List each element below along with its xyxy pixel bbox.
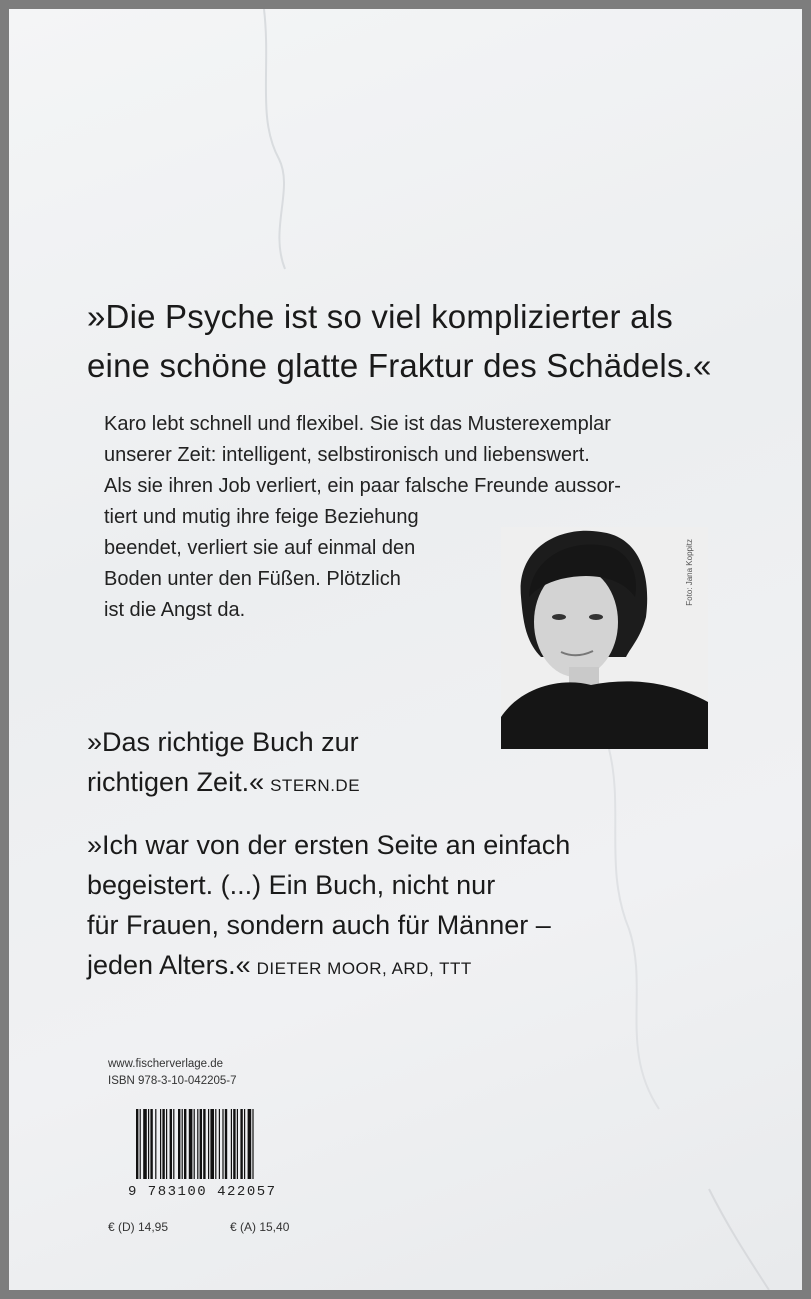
quote-source: STERN.DE — [270, 776, 361, 795]
quote-line: jeden Alters.« — [87, 950, 251, 980]
blurb-line: unserer Zeit: intelligent, selbstironisch und liebenswert. — [104, 444, 590, 466]
press-quote-1 — [87, 722, 360, 806]
blurb-line: ist die Angst da. — [104, 599, 246, 621]
quote-line: »Das richtige Buch zur — [87, 727, 359, 757]
quote-line: für Frauen, sondern auch für Männer – — [87, 910, 551, 940]
price-austria: € (A) 15,40 — [230, 1220, 290, 1234]
barcode — [128, 1109, 306, 1207]
photo-credit: Foto: Jana Koppitz — [685, 539, 694, 606]
headline-line-2: eine schöne glatte Fraktur des Schädels.« — [87, 347, 712, 384]
blurb-line: Als sie ihren Job verliert, ein paar falsche Freunde aussor- — [104, 475, 621, 497]
quote-line: richtigen Zeit.« — [87, 767, 265, 797]
blurb-line: Karo lebt schnell und flexibel. Sie ist das Musterexemplar — [104, 413, 611, 435]
blurb-line: beendet, verliert sie auf einmal den — [104, 537, 416, 559]
publisher-website: www.fischerverlage.de — [108, 1058, 224, 1070]
quote-source: DIETER MOOR, ARD, TTT — [256, 959, 472, 978]
barcode-bars — [128, 1109, 306, 1183]
author-photo — [501, 527, 708, 749]
headline-line-1: »Die Psyche ist so viel komplizierter als — [87, 298, 673, 335]
quote-line: begeistert. (...) Ein Buch, nicht nur — [87, 870, 496, 900]
press-quote-2 — [87, 825, 570, 989]
headline-quote — [87, 292, 767, 390]
blurb-line: tiert und mutig ihre feige Beziehung — [104, 506, 419, 528]
publisher-info — [108, 1056, 237, 1090]
quote-line: »Ich war von der ersten Seite an einfach — [87, 830, 571, 860]
price-germany: € (D) 14,95 — [108, 1220, 169, 1234]
book-back-cover — [9, 9, 802, 1290]
blurb-line: Boden unter den Füßen. Plötzlich — [104, 568, 401, 590]
isbn-text: ISBN 978-3-10-042205-7 — [108, 1075, 237, 1087]
barcode-number: 9 783100 422057 — [128, 1184, 277, 1200]
